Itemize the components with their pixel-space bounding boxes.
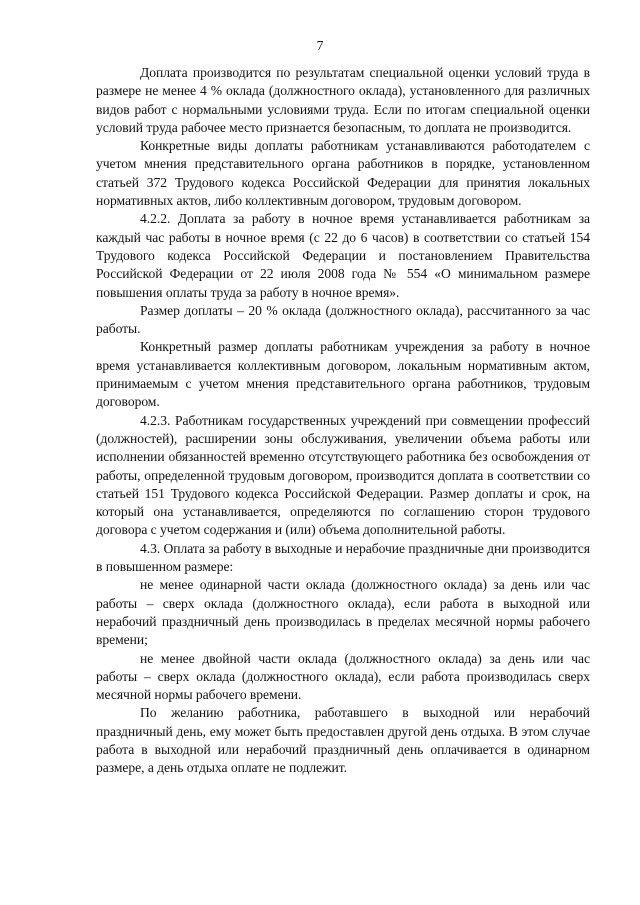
paragraph-vidy-doplaty: Конкретные виды доплаты работникам устанавливаются работодателем с учетом мнения представительного органа работников в порядке, установленном статьей 372 Трудового кодекса Российской Федерации для принятия локальных нормативных актов, либо коллективным договором, трудовым договором. [96, 138, 590, 209]
paragraph-4-2-2-night-work: 4.2.2. Доплата за работу в ночное время устанавливается работникам за каждый час работы в ночное время (с 22 до 6 часов) в соответствии со статьей 154 Трудового кодекса Российской Федерации и постановлением Правительства Российской Федерации от 22 июля 2008 года № 554 «О минимальном размере повышения оплаты труда за работу в ночное время». [96, 211, 590, 300]
paragraph-day-off-option: По желанию работника, работавшего в выходной или нерабочий праздничный день, ему может быть предоставлен другой день отдыха. В этом случае работа в выходной или нерабочий праздничный день оплачивается в одинарном размере, а день отдыха оплате не подлежит. [96, 705, 590, 776]
paragraph-single-rate: не менее одинарной части оклада (должностного оклада) за день или час работы – сверх оклада (должностного оклада), если работа в выходной или нерабочий праздничный день производилась в пределах месячной нормы рабочего времени; [96, 577, 590, 648]
document-body [96, 64, 590, 778]
paragraph-night-rate: Размер доплаты – 20 % оклада (должностного оклада), рассчитанного за час работы. [96, 302, 590, 337]
paragraph-double-rate: не менее двойной части оклада (должностного оклада) за день или час работы – сверх оклада (должностного оклада), если работа производилась сверх месячной нормы рабочего времени. [96, 650, 590, 703]
paragraph-doplata-sout: Доплата производится по результатам специальной оценки условий труда в размере не менее 4 % оклада (должностного оклада), установленного для различных видов работ с нормальными условиями труда. Если по итогам специальной оценки условий труда рабочее место признается безопасным, то доплата не производится. [96, 65, 590, 135]
page-number: 7 [316, 38, 324, 53]
paragraph-4-2-3-combination: 4.2.3. Работникам государственных учреждений при совмещении профессий (должностей), расширении зоны обслуживания, увеличении объема работы или исполнении обязанностей временно отсутствующего работника без освобождения от работы, определенной трудовым договором, производится доплата в соответствии со статьей 151 Трудового кодекса Российской Федерации. Размер доплаты и срок, на который она устанавливается, определяются по соглашению сторон трудового договора с учетом содержания и (или) объема дополнительной работы. [96, 412, 590, 538]
paragraph-night-specific-amount: Конкретный размер доплаты работникам учреждения за работу в ночное время устанавливается коллективным договором, локальным нормативным актом, принимаемым с учетом мнения представительного органа работников, трудовым договором. [96, 339, 590, 410]
paragraph-4-3-weekend-pay: 4.3. Оплата за работу в выходные и нерабочие праздничные дни производится в повышенном размере: [96, 540, 590, 575]
